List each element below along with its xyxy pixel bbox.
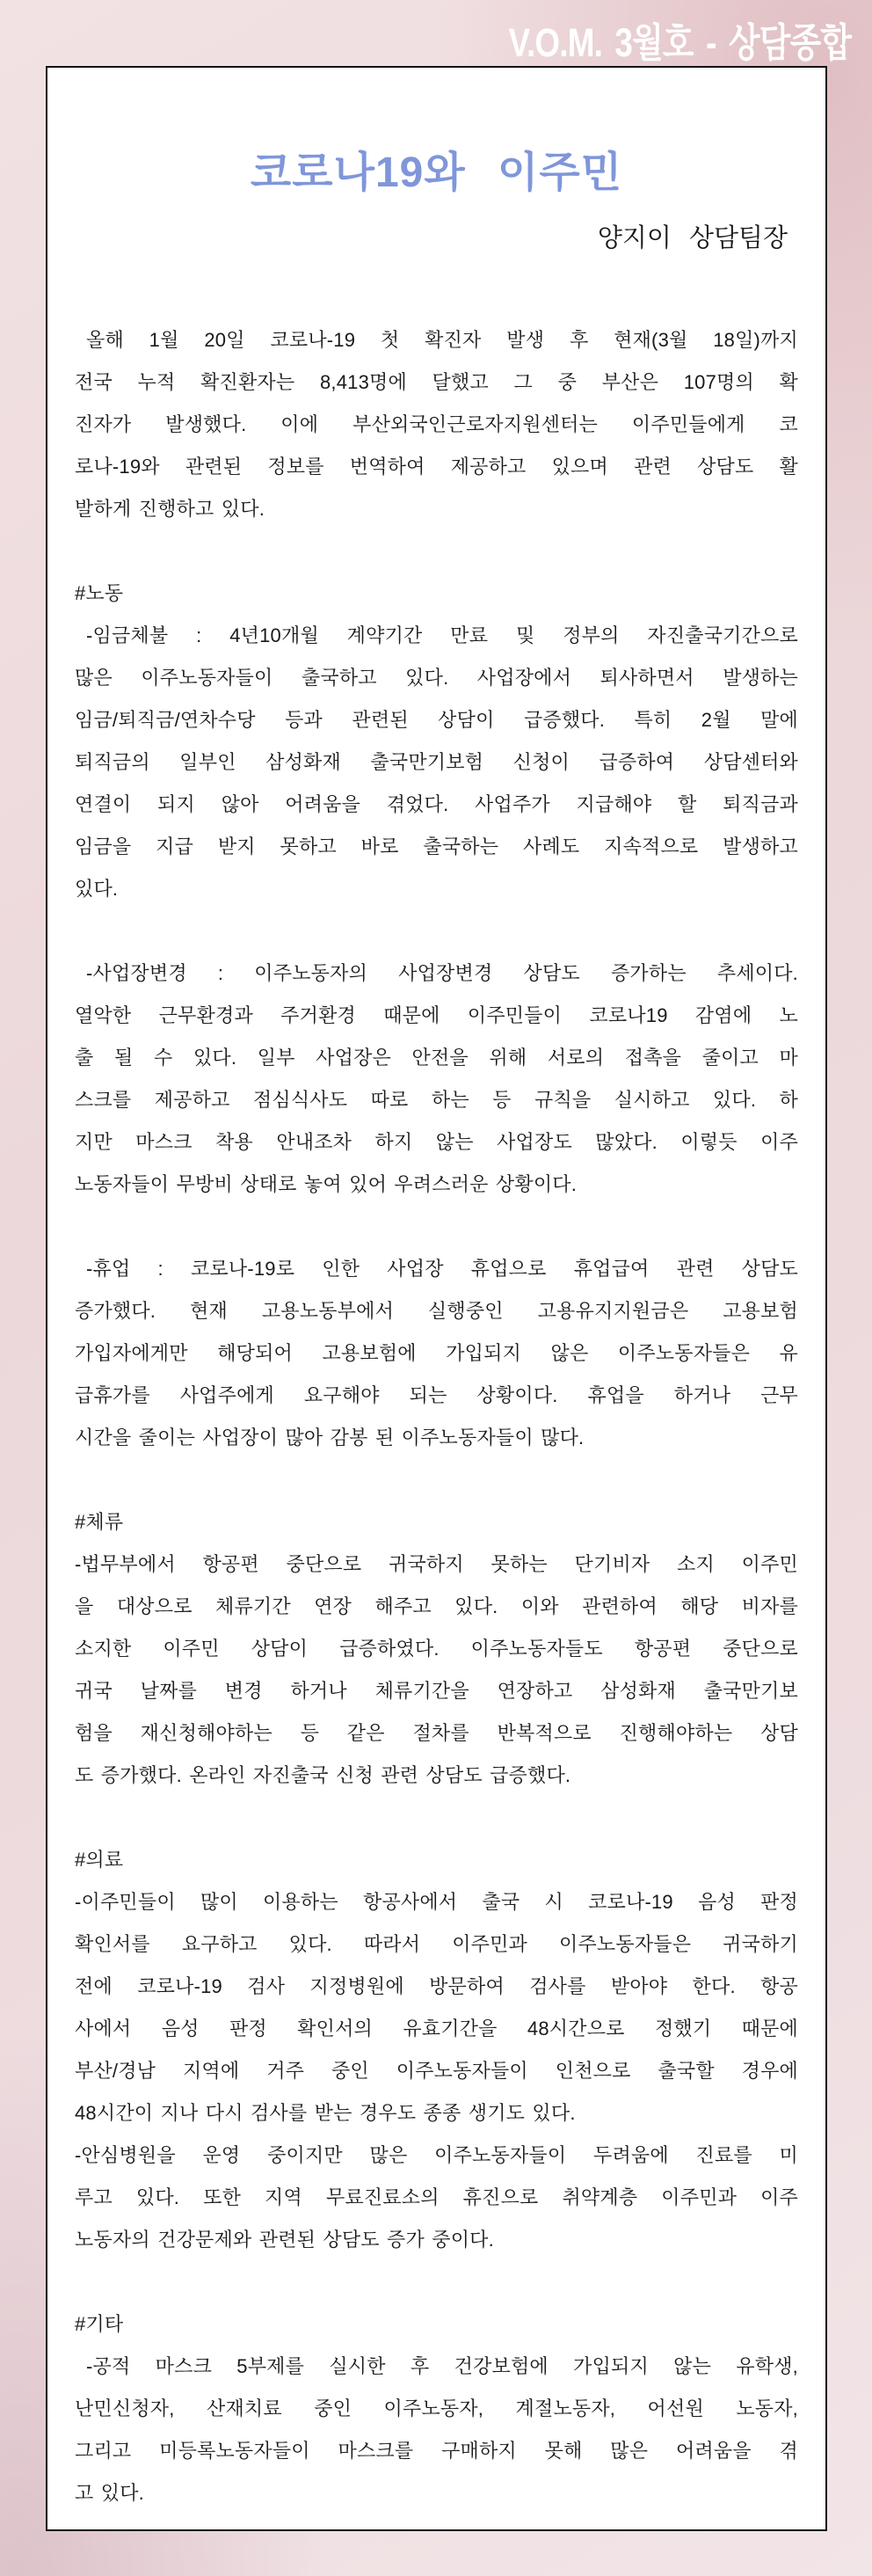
body-line: 로나-19와 관련된 정보를 번역하여 제공하고 있으며 관련 상담도 활 xyxy=(75,456,798,478)
body-line: -공적 마스크 5부제를 실시한 후 건강보험에 가입되지 않는 유학생, xyxy=(86,2355,798,2377)
article-body xyxy=(75,319,798,2514)
body-line: 연결이 되지 않아 어려움을 겪었다. 사업주가 지급해야 할 퇴직금과 xyxy=(75,793,798,815)
body-line: 노동자들이 무방비 상태로 놓여 있어 우려스러운 상황이다. xyxy=(75,1173,578,1195)
body-line: 출 될 수 있다. 일부 사업장은 안전을 위해 서로의 접촉을 줄이고 마 xyxy=(75,1047,798,1069)
body-line: 사에서 음성 판정 확인서의 유효기간을 48시간으로 정했기 때문에 xyxy=(75,2018,798,2040)
body-line: 확인서를 요구하고 있다. 따라서 이주민과 이주노동자들은 귀국하기 xyxy=(75,1933,798,1955)
line-gap xyxy=(75,1797,798,1839)
body-line: -사업장변경 : 이주노동자의 사업장변경 상담도 증가하는 추세이다. xyxy=(86,962,798,984)
body-line: 올해 1월 20일 코로나-19 첫 확진자 발생 후 현재(3월 18일)까지 xyxy=(86,329,798,351)
body-line: 많은 이주노동자들이 출국하고 있다. 사업장에서 퇴사하면서 발생하는 xyxy=(75,667,798,689)
section-heading: #의료 xyxy=(75,1849,124,1871)
section-heading: #체류 xyxy=(75,1511,124,1533)
body-line: 전국 누적 확진환자는 8,413명에 달했고 그 중 부산은 107명의 확 xyxy=(75,371,798,393)
body-line: 그리고 미등록노동자들이 마스크를 구매하지 못해 많은 어려움을 겪 xyxy=(75,2440,798,2462)
article-byline: 양지이 상담팀장 xyxy=(597,224,788,252)
section-heading: #노동 xyxy=(75,582,124,604)
body-line: 난민신청자, 산재치료 중인 이주노동자, 계절노동자, 어선원 노동자, xyxy=(75,2397,798,2419)
body-line: 48시간이 지나 다시 검사를 받는 경우도 종종 생기도 있다. xyxy=(75,2102,576,2124)
body-line: -법무부에서 항공편 중단으로 귀국하지 못하는 단기비자 소지 이주민 xyxy=(75,1553,798,1575)
body-line: 고 있다. xyxy=(75,2482,144,2504)
line-gap xyxy=(75,1459,798,1501)
newsletter-issue-header: V.O.M. 3월호 - 상담종합 xyxy=(508,20,851,65)
line-gap xyxy=(75,910,798,952)
body-line: 귀국 날짜를 변경 하거나 체류기간을 연장하고 삼성화재 출국만기보 xyxy=(75,1680,798,1702)
body-line: 노동자의 건강문제와 관련된 상담도 증가 중이다. xyxy=(75,2229,494,2251)
section-heading: #기타 xyxy=(75,2313,124,2335)
body-line: 있다. xyxy=(75,878,119,900)
body-line: 급휴가를 사업주에게 요구해야 되는 상황이다. 휴업을 하거나 근무 xyxy=(75,1384,798,1406)
body-line: 퇴직금의 일부인 삼성화재 출국만기보험 신청이 급증하여 상담센터와 xyxy=(75,751,798,773)
line-gap xyxy=(75,1206,798,1248)
body-line: -휴업 : 코로나-19로 인한 사업장 휴업으로 휴업급여 관련 상담도 xyxy=(86,1258,798,1280)
body-line: 부산/경남 지역에 거주 중인 이주노동자들이 인천으로 출국할 경우에 xyxy=(75,2060,798,2082)
body-line: 열악한 근무환경과 주거환경 때문에 이주민들이 코로나19 감염에 노 xyxy=(75,1004,798,1026)
line-gap xyxy=(75,2261,798,2303)
body-line: 스크를 제공하고 점심식사도 따로 하는 등 규칙을 실시하고 있다. 하 xyxy=(75,1089,798,1111)
body-line: 을 대상으로 체류기간 연장 해주고 있다. 이와 관련하여 해당 비자를 xyxy=(75,1595,798,1617)
body-line: 시간을 줄이는 사업장이 많아 감봉 된 이주노동자들이 많다. xyxy=(75,1427,585,1449)
body-line: 가입자에게만 해당되어 고용보험에 가입되지 않은 이주노동자들은 유 xyxy=(75,1342,798,1364)
body-line: 발하게 진행하고 있다. xyxy=(75,498,265,520)
body-line: 지만 마스크 착용 안내조차 하지 않는 사업장도 많았다. 이렇듯 이주 xyxy=(75,1131,798,1153)
body-line: 전에 코로나-19 검사 지정병원에 방문하여 검사를 받아야 한다. 항공 xyxy=(75,1975,798,1997)
body-line: 임금을 지급 받지 못하고 바로 출국하는 사례도 지속적으로 발생하고 xyxy=(75,836,798,857)
body-line: -임금체불 : 4년10개월 계약기간 만료 및 정부의 자진출국기간으로 xyxy=(86,624,798,646)
body-line: 루고 있다. 또한 지역 무료진료소의 휴진으로 취약계층 이주민과 이주 xyxy=(75,2186,798,2208)
article-card xyxy=(46,66,827,2531)
body-line: -안심병원을 운영 중이지만 많은 이주노동자들이 두려움에 진료를 미 xyxy=(75,2144,798,2166)
body-line: 진자가 발생했다. 이에 부산외국인근로자지원센터는 이주민들에게 코 xyxy=(75,413,798,435)
body-line: 도 증가했다. 온라인 자진출국 신청 관련 상담도 급증했다. xyxy=(75,1764,571,1786)
body-line: -이주민들이 많이 이용하는 항공사에서 출국 시 코로나-19 음성 판정 xyxy=(75,1891,798,1913)
line-gap xyxy=(75,530,798,573)
body-line: 임금/퇴직금/연차수당 등과 관련된 상담이 급증했다. 특히 2월 말에 xyxy=(75,709,798,731)
article-title: 코로나19와 이주민 xyxy=(250,150,623,196)
body-line: 소지한 이주민 상담이 급증하였다. 이주노동자들도 항공편 중단으로 xyxy=(75,1638,798,1660)
body-line: 험을 재신청해야하는 등 같은 절차를 반복적으로 진행해야하는 상담 xyxy=(75,1722,798,1744)
body-line: 증가했다. 현재 고용노동부에서 실행중인 고용유지지원금은 고용보험 xyxy=(75,1300,798,1322)
